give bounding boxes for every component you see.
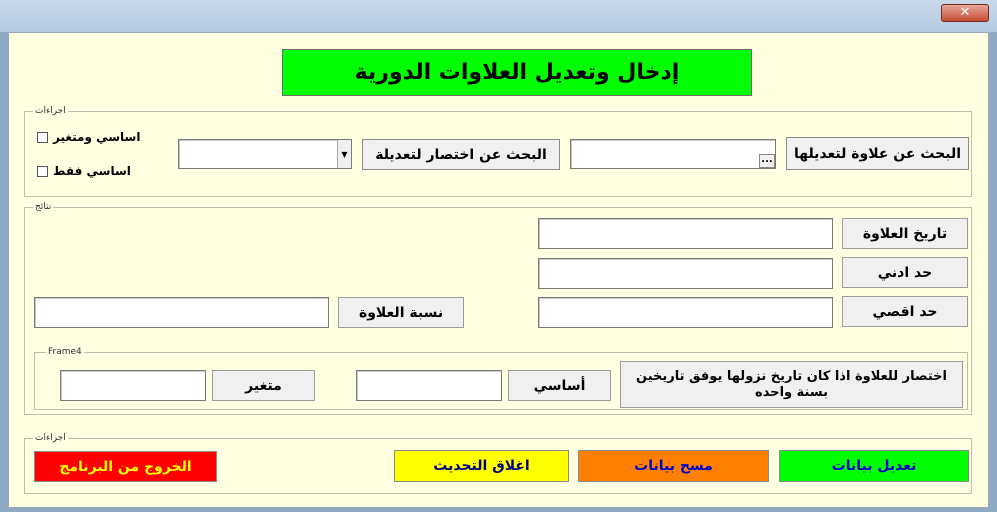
search-frame-label: اجراءات: [35, 106, 66, 116]
results-frame: [24, 202, 972, 415]
basic-only-checkbox[interactable]: [37, 166, 48, 177]
basic-variable-label: اساسي ومتغير: [53, 130, 141, 144]
basic-only-label: اساسي فقط: [53, 164, 131, 178]
close-window-button[interactable]: ✕: [941, 4, 989, 22]
allowance-rate-label: نسبة العلاوة: [338, 297, 464, 328]
exit-program-button[interactable]: الخروج من البرنامج: [34, 451, 217, 482]
min-limit-label: حد ادني: [842, 257, 968, 288]
results-frame-label: نتائج: [35, 202, 52, 212]
search-frame: [24, 106, 972, 197]
allowance-search-input[interactable]: [570, 139, 776, 169]
allowance-rate-input[interactable]: [34, 297, 329, 328]
variable-label: متغير: [212, 370, 315, 401]
shortcut-select[interactable]: [178, 139, 352, 169]
basic-label: أساسي: [508, 370, 611, 401]
variable-input[interactable]: [60, 370, 206, 401]
close-update-button[interactable]: اغلاق التحديث: [394, 450, 569, 482]
search-by-allowance-button[interactable]: البحث عن علاوة لتعديلها: [786, 137, 969, 170]
allowance-date-input[interactable]: [538, 218, 833, 249]
clear-data-button[interactable]: مسح بيانات: [578, 450, 769, 482]
actions-frame: [24, 433, 972, 494]
basic-variable-checkbox[interactable]: [37, 132, 48, 143]
max-limit-label: حد اقصي: [842, 296, 968, 327]
window-titlebar: [0, 0, 997, 32]
allowances-form: [8, 32, 989, 508]
browse-button[interactable]: ...: [759, 154, 775, 168]
frame4: [34, 347, 968, 410]
shortcut-note: اختصار للعلاوة اذا كان تاريخ نزولها يوفق تاريخين بسنة واحده: [620, 361, 963, 408]
edit-data-button[interactable]: تعديل بيانات: [779, 450, 969, 482]
allowance-date-label: تاريخ العلاوة: [842, 218, 968, 249]
max-limit-input[interactable]: [538, 297, 833, 328]
basic-input[interactable]: [356, 370, 502, 401]
min-limit-input[interactable]: [538, 258, 833, 289]
chevron-down-icon[interactable]: ▼: [337, 140, 351, 168]
actions-frame-label: اجراءات: [35, 433, 66, 443]
search-by-shortcut-button[interactable]: البحث عن اختصار لتعديلة: [362, 139, 560, 170]
page-title: إدخال وتعديل العلاوات الدورية: [282, 49, 752, 96]
frame4-label: Frame4: [48, 347, 82, 357]
